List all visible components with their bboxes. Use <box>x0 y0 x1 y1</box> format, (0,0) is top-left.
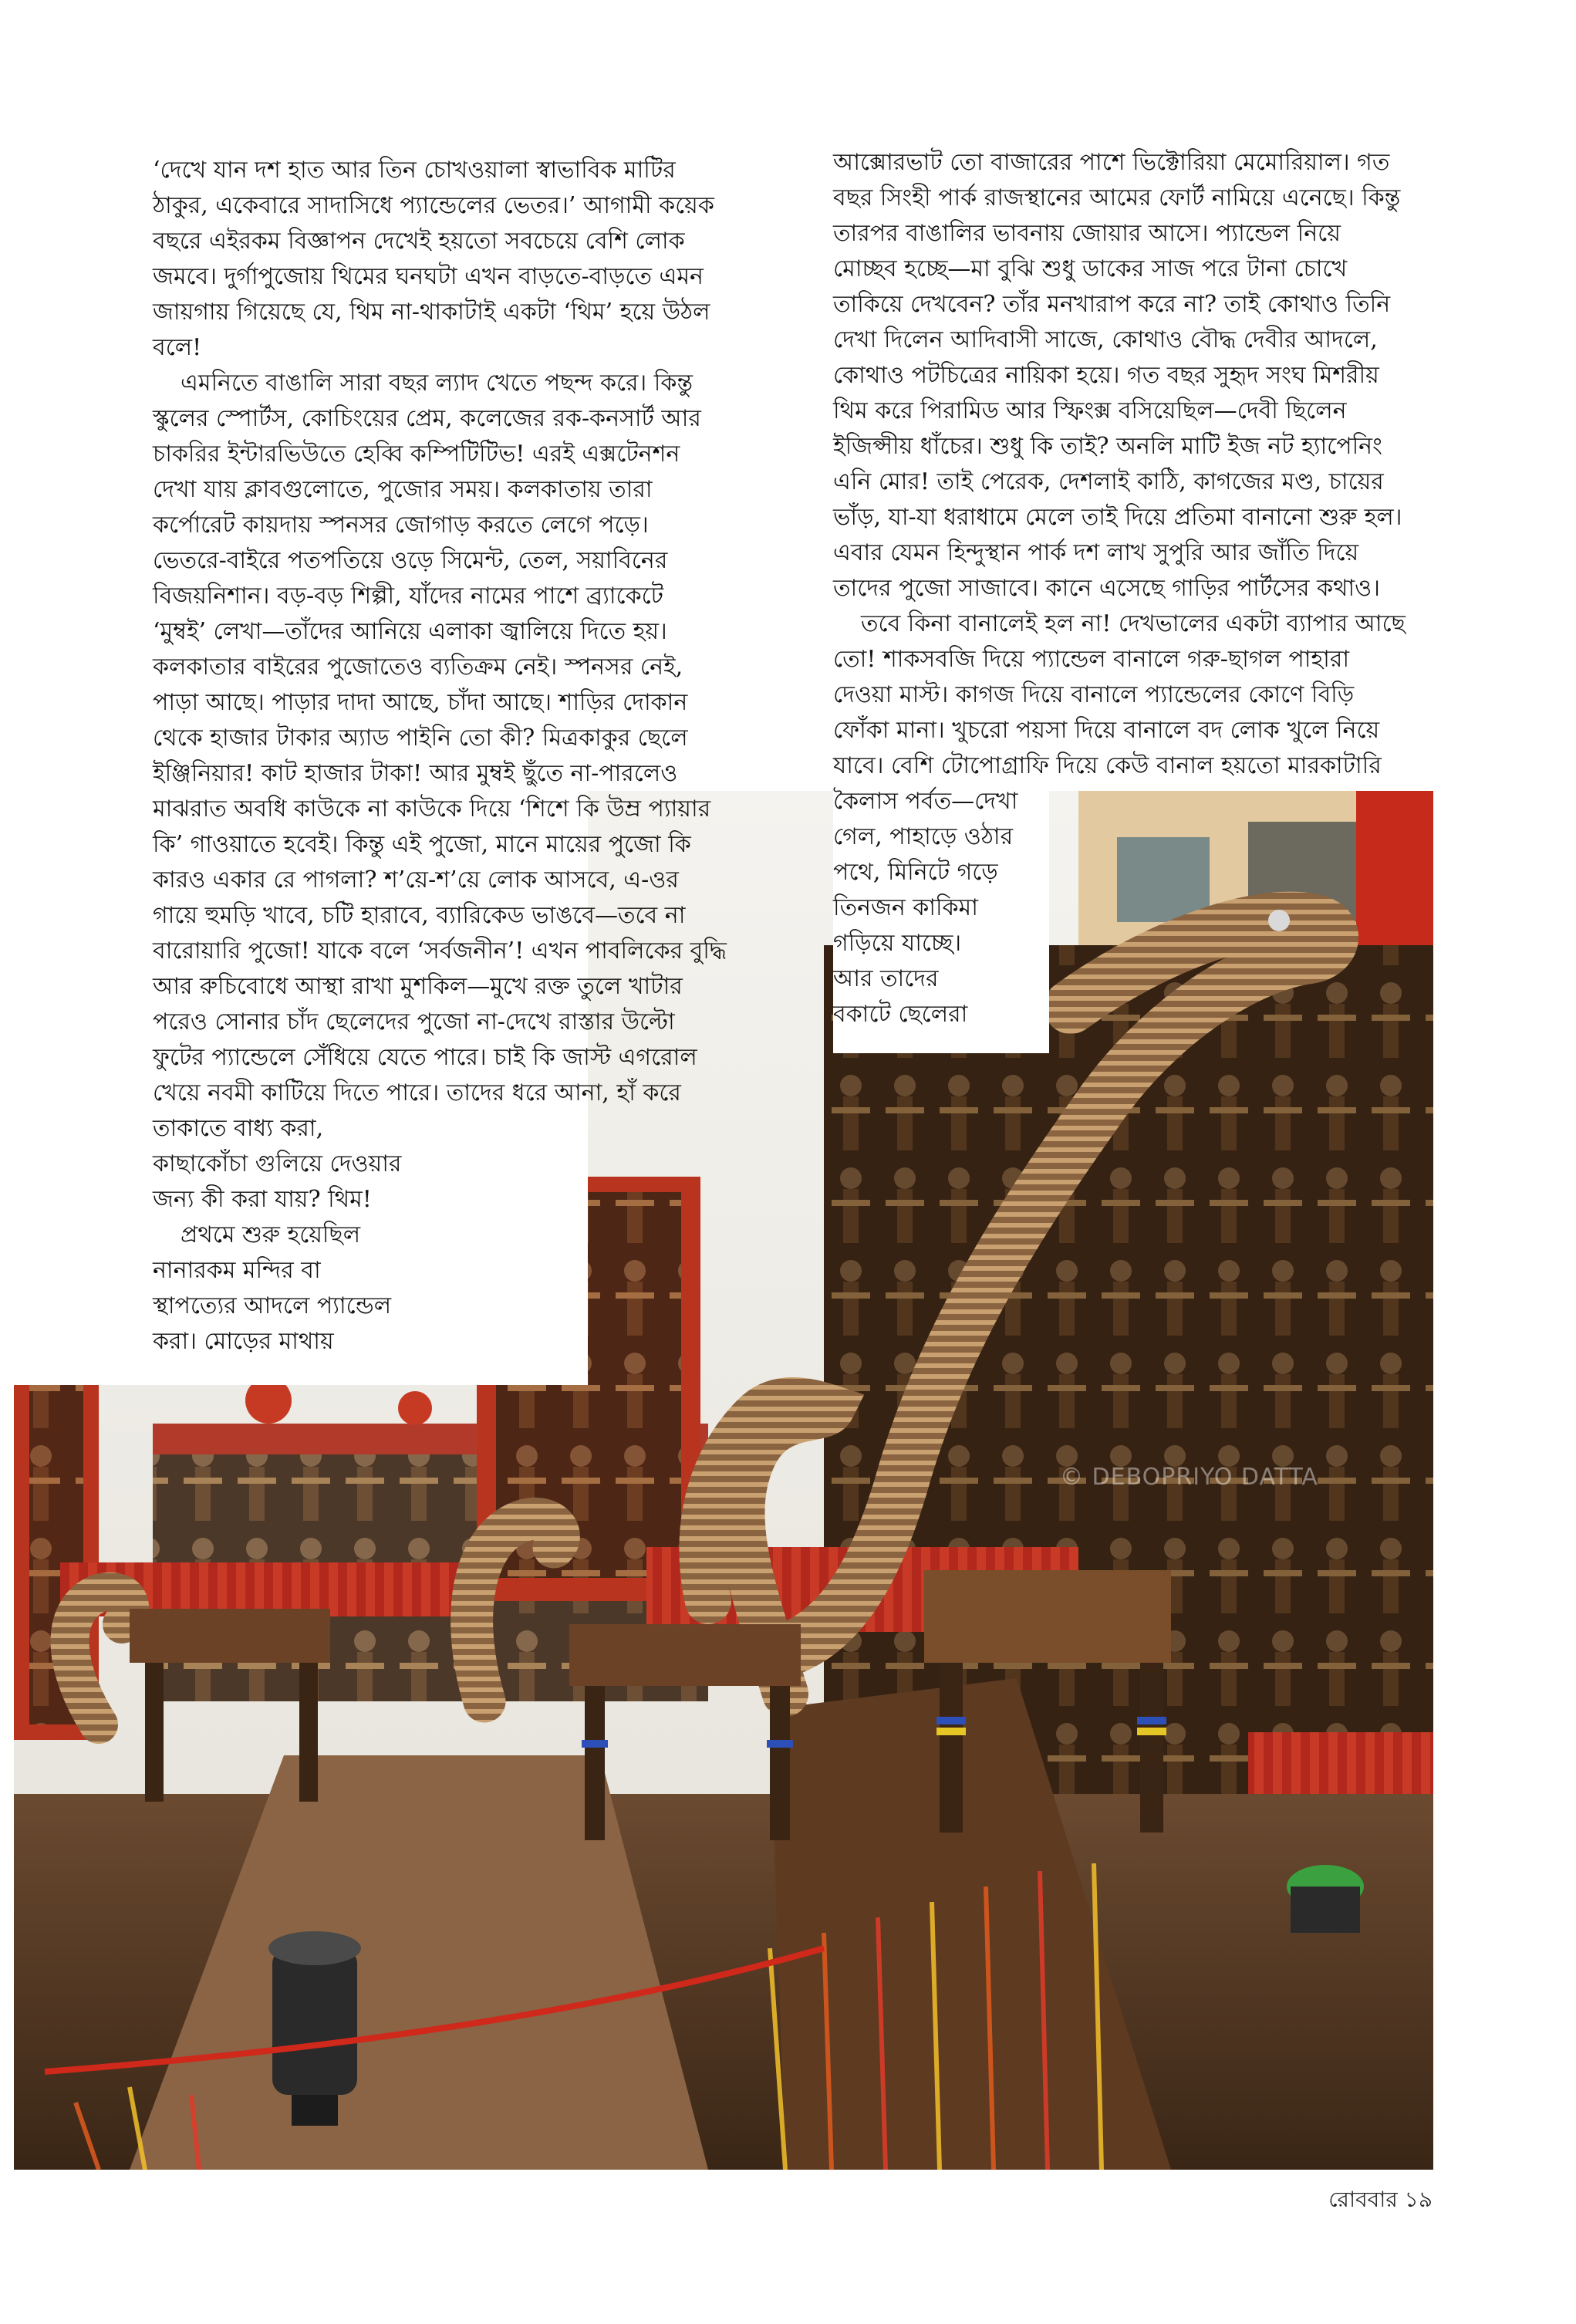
left-line: জমবে। দুর্গাপুজোয় থিমের ঘনঘটা এখন বাড়তে-বাড়তে এমন <box>153 263 704 290</box>
left-line: আর রুচিবোধে আস্থা রাখা মুশকিল—মুখে রক্ত তুলে খাটার <box>153 973 683 1000</box>
left-line: দেখা যায় ক্লাবগুলোতে, পুজোর সময়। কলকাতায় তারা <box>153 476 653 503</box>
right-line: যাবে। বেশি টোপোগ্রাফি দিয়ে কেউ বানাল হয়তো মারকাটারি <box>833 752 1382 779</box>
right-line: বকাটে ছেলেরা <box>833 1001 968 1028</box>
right-line: তাকিয়ে দেখবেন? তাঁর মনখারাপ করে না? তাই কোথাও তিনি <box>833 291 1391 318</box>
left-line: মাঝরাত অবধি কাউকে না কাউকে দিয়ে ‘শিশে কি উম্র প্যায়ার <box>153 795 711 823</box>
left-line: ইঞ্জিনিয়ার! কাট হাজার টাকা! আর মুম্বই ছুঁতে না-পারলেও <box>153 760 678 787</box>
right-line: ইজিপ্সীয় ধাঁচের। শুধু কি তাই? অনলি মাটি ইজ নট হ্যাপেনিং <box>833 433 1382 460</box>
left-line: জন্য কী করা যায়? থিম! <box>153 1186 372 1213</box>
left-line: থেকে হাজার টাকার অ্যাড পাইনি তো কী? মিত্রকাকুর ছেলে <box>153 725 688 752</box>
left-line: প্রথমে শুরু হয়েছিল <box>181 1221 361 1248</box>
left-line: চাকরির ইন্টারভিউতে হেব্বি কম্পিটিটিভ! এরই এক্সটেনশন <box>153 441 680 468</box>
left-line: ফুটের প্যান্ডেলে সেঁধিয়ে যেতে পারে। চাই কি জাস্ট এগরোল <box>153 1044 697 1071</box>
right-line: কোথাও পটচিত্রের নায়িকা হয়ে। গত বছর সুহৃদ সংঘ মিশরীয় <box>833 362 1379 389</box>
right-line: এবার যেমন হিন্দুস্থান পার্ক দশ লাখ সুপুরি আর জাঁতি দিয়ে <box>833 539 1359 566</box>
left-line: তাকাতে বাধ্য করা, <box>153 1115 324 1142</box>
right-line: পথে, মিনিটে গড়ে <box>833 859 998 886</box>
left-line: কর্পোরেট কায়দায় স্পনসর জোগাড় করতে লেগে পড়ে। <box>153 512 649 539</box>
right-line: ফোঁকা মানা। খুচরো পয়সা দিয়ে বানালে বদ লোক খুলে নিয়ে <box>833 717 1380 744</box>
left-line: কাছাকোঁচা গুলিয়ে দেওয়ার <box>153 1150 402 1177</box>
right-line: তাদের পুজো সাজাবে। কানে এসেছে গাড়ির পার্টসের কথাও। <box>833 575 1380 602</box>
right-line: তবে কিনা বানালেই হল না! দেখভালের একটা ব্যাপার আছে <box>861 610 1406 637</box>
right-line: আর তাদের <box>833 965 939 992</box>
photo-credit: © DEBOPRIYO DATTA <box>1060 1464 1318 1491</box>
left-line: ভেতরে-বাইরে পতপতিয়ে ওড়ে সিমেন্ট, তেল, সয়াবিনের <box>153 547 668 574</box>
left-line: বলে! <box>153 334 202 361</box>
right-line: বছর সিংহী পার্ক রাজস্থানের আমের ফোর্ট নামিয়ে এনেছে। কিন্তু <box>833 184 1401 211</box>
left-line: কারও একার রে পাগলা? শ’য়ে-শ’য়ে লোক আসবে, এ-ওর <box>153 866 679 893</box>
left-line: ‘দেখে যান দশ হাত আর তিন চোখওয়ালা স্বাভাবিক মাটির <box>153 157 676 184</box>
left-line: পরেও সোনার চাঁদ ছেলেদের পুজো না-দেখে রাস্তার উল্টো <box>153 1008 675 1035</box>
right-line: মোচ্ছব হচ্ছে—মা বুঝি শুধু ডাকের সাজ পরে টানা চোখে <box>833 255 1348 282</box>
left-line: নানারকম মন্দির বা <box>153 1257 321 1284</box>
left-line: খেয়ে নবমী কাটিয়ে দিতে পারে। তাদের ধরে আনা, হাঁ করে <box>153 1079 681 1106</box>
right-line: কৈলাস পর্বত—দেখা <box>833 788 1018 815</box>
left-line: ঠাকুর, একেবারে সাদাসিধে প্যান্ডেলের ভেতর।’ আগামী কয়েক <box>153 192 714 219</box>
left-line: গায়ে হুমড়ি খাবে, চটি হারাবে, ব্যারিকেড ভাঙবে—তবে না <box>153 902 686 929</box>
right-line: গড়িয়ে যাচ্ছে। <box>833 930 962 957</box>
right-line: দেওয়া মাস্ট। কাগজ দিয়ে বানালে প্যান্ডেলের কোণে বিড়ি <box>833 681 1355 708</box>
left-line: পাড়া আছে। পাড়ার দাদা আছে, চাঁদা আছে। শাড়ির দোকান <box>153 689 688 716</box>
left-line: এমনিতে বাঙালি সারা বছর ল্যাদ খেতে পছন্দ করে। কিন্তু <box>181 370 694 397</box>
left-line: বারোয়ারি পুজো! যাকে বলে ‘সর্বজনীন’! এখন পাবলিকের বুদ্ধি <box>153 937 727 964</box>
left-line: বিজয়নিশান। বড়-বড় শিল্পী, যাঁদের নামের পাশে ব্র্যাকেটে <box>153 583 663 610</box>
left-line: কি’ গাওয়াতে হবেই। কিন্তু এই পুজো, মানে মায়ের পুজো কি <box>153 831 691 858</box>
left-line: করা। মোড়ের মাথায় <box>153 1328 334 1355</box>
left-line: স্কুলের স্পোর্টস, কোচিংয়ের প্রেম, কলেজের রক-কনসার্ট আর <box>153 405 701 432</box>
left-line: বছরে এইরকম বিজ্ঞাপন দেখেই হয়তো সবচেয়ে বেশি লোক <box>153 228 685 255</box>
right-line: ভাঁড়, যা-যা ধরাধামে মেলে তাই দিয়ে প্রতিমা বানানো শুরু হল। <box>833 504 1402 531</box>
right-line: দেখা দিলেন আদিবাসী সাজে, কোথাও বৌদ্ধ দেবীর আদলে, <box>833 326 1378 353</box>
right-line: গেল, পাহাড়ে ওঠার <box>833 823 1014 850</box>
left-line: স্থাপত্যের আদলে প্যান্ডেল <box>153 1292 392 1319</box>
right-line: তারপর বাঙালির ভাবনায় জোয়ার আসে। প্যান্ডেল নিয়ে <box>833 220 1341 247</box>
right-line: আক্সোরভাট তো বাজারের পাশে ভিক্টোরিয়া মেমোরিয়াল। গত <box>833 149 1390 176</box>
right-line: তো! শাকসবজি দিয়ে প্যান্ডেল বানালে গরু-ছাগল পাহারা <box>833 646 1350 673</box>
left-line: ‘মুম্বই’ লেখা—তাঁদের আনিয়ে এলাকা জ্বালিয়ে দিতে হয়। <box>153 618 667 645</box>
left-line: জায়গায় গিয়েছে যে, থিম না-থাকাটাই একটা ‘থিম’ হয়ে উঠল <box>153 299 710 326</box>
left-line: কলকাতার বাইরের পুজোতেও ব্যতিক্রম নেই। স্পনসর নেই, <box>153 654 683 681</box>
right-line: তিনজন কাকিমা <box>833 894 978 921</box>
right-line: থিম করে পিরামিড আর স্ফিংক্স বসিয়েছিল—দেবী ছিলেন <box>833 397 1347 424</box>
right-line: এনি মোর! তাই পেরেক, দেশলাই কাঠি, কাগজের মণ্ড, চায়ের <box>833 468 1384 495</box>
page-folio: রোববার ১৯ <box>1328 2187 1433 2212</box>
